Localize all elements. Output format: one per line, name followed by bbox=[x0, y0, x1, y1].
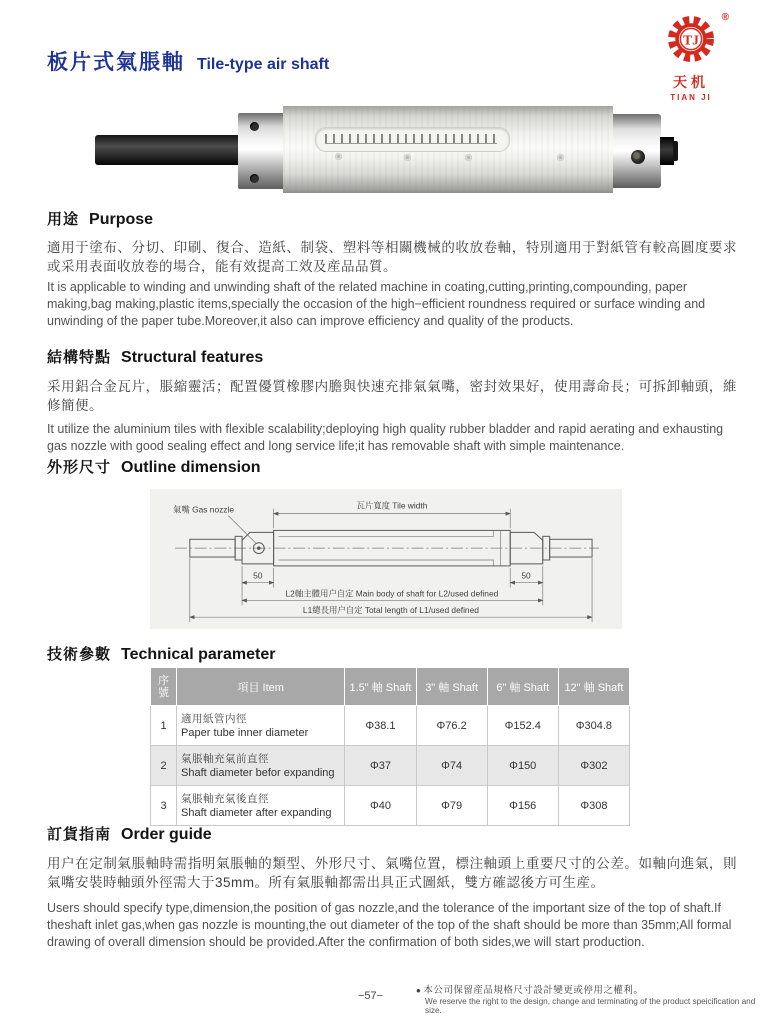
row-value: Φ152.4 bbox=[487, 706, 558, 746]
shaft-journal-left bbox=[95, 135, 243, 165]
heading-en: Purpose bbox=[89, 211, 154, 228]
heading-en: Outline dimension bbox=[121, 459, 261, 476]
table-row bbox=[151, 746, 630, 786]
body-screw-dot bbox=[557, 154, 564, 161]
gas-nozzle-stub bbox=[660, 137, 674, 165]
section-technical-heading bbox=[47, 643, 737, 664]
brand-logo bbox=[645, 12, 737, 102]
row-value: Φ304.8 bbox=[558, 706, 629, 746]
outline-drawing-svg bbox=[150, 489, 622, 629]
heading-cn: 結構特點 bbox=[47, 349, 112, 366]
logo-name-en: TIAN JI bbox=[670, 93, 712, 102]
shaft-window-ruler bbox=[325, 134, 497, 144]
row-value: Φ40 bbox=[345, 786, 416, 826]
page-number: −57− bbox=[358, 990, 384, 1002]
col-header-1.5: 1.5" 軸 Shaft bbox=[345, 668, 416, 706]
technical-parameter-table bbox=[150, 667, 630, 826]
row-value: Φ156 bbox=[487, 786, 558, 826]
col-header-12: 12" 軸 Shaft bbox=[558, 668, 629, 706]
section-features-heading bbox=[47, 346, 737, 367]
col-header-item: 項目 Item bbox=[177, 668, 345, 706]
drawing-tile-line-bottom bbox=[279, 560, 494, 566]
heading-cn: 技術參數 bbox=[47, 646, 112, 663]
row-item bbox=[177, 786, 345, 826]
shaft-collar-left bbox=[238, 113, 285, 189]
features-text-en: It utilize the aluminium tiles with flexible scalability;deploying high quality rubber bladder and rapid aerating and exhausting gas nozzle with good sealing effect and long service life;it has removable shaft with simple maintenance. bbox=[47, 422, 724, 453]
row-no: 2 bbox=[151, 746, 177, 786]
dim-50-right: 50 bbox=[521, 570, 531, 581]
row-item-cn: 氣脹軸充氣前直徑 bbox=[181, 752, 270, 765]
heading-en: Order guide bbox=[121, 826, 212, 843]
section-order bbox=[47, 823, 737, 951]
drawing-gas-nozzle-center bbox=[257, 546, 261, 550]
row-item bbox=[177, 746, 345, 786]
col-header-6: 6" 軸 Shaft bbox=[487, 668, 558, 706]
heading-en: Structural features bbox=[121, 349, 264, 366]
heading-cn: 外形尺寸 bbox=[47, 459, 112, 476]
footer-note-cn-text: 本公司保留産品規格尺寸設計變更或停用之權利。 bbox=[423, 985, 644, 996]
gas-nozzle-label: 氣嘴 Gas nozzle bbox=[173, 504, 235, 515]
dim-l2-label: L2軸主體用户自定 Main body of shaft for L2/used defined bbox=[285, 588, 499, 599]
row-item-en: Paper tube inner diameter bbox=[181, 726, 309, 739]
row-no: 3 bbox=[151, 786, 177, 826]
order-text-en: Users should specify type,dimension,the position of gas nozzle,and the tolerance of the important size of the top of shaft.If theshaft inlet gas,when gas nozzle is mounting,the out diameter of the top of the shaft should be more than 35mm;All formal drawing of overall dimension should be provided.After the confirmation of both sides,we will start production. bbox=[47, 901, 732, 949]
footer-note bbox=[416, 982, 760, 1015]
heading-cn: 訂貨指南 bbox=[47, 826, 112, 843]
page-title-en: Tile-type air shaft bbox=[197, 56, 330, 73]
tile-width-label: 瓦片寬度 Tile width bbox=[356, 500, 428, 511]
section-outline-heading bbox=[47, 456, 737, 477]
body-screw-dot bbox=[465, 154, 472, 161]
row-item bbox=[177, 706, 345, 746]
row-value: Φ302 bbox=[558, 746, 629, 786]
row-value: Φ37 bbox=[345, 746, 416, 786]
body-screw-dot bbox=[404, 154, 411, 161]
purpose-text-cn: 適用于塗布、分切、印刷、復合、造紙、制袋、塑料等相關機械的收放卷軸，特別適用于對紙管有較高圓度要求或采用表面收放卷的場合，能有效提高工效及産品品質。 bbox=[47, 240, 737, 274]
product-photo bbox=[0, 100, 765, 200]
section-features bbox=[47, 346, 737, 455]
col-header-3: 3" 軸 Shaft bbox=[416, 668, 487, 706]
features-text-cn: 采用鋁合金瓦片，脹縮靈活；配置優質橡膠内膽與快速充排氣氣嘴，密封效果好，使用壽命長；可拆卸軸頭，維修簡便。 bbox=[47, 379, 737, 413]
svg-text:TJ: TJ bbox=[683, 32, 699, 48]
page-title-cn: 板片式氣脹軸 bbox=[47, 51, 185, 74]
table-header-row bbox=[151, 668, 630, 706]
dim-50-left: 50 bbox=[253, 570, 263, 581]
row-item-en: Shaft diameter after expanding bbox=[181, 806, 332, 819]
row-value: Φ150 bbox=[487, 746, 558, 786]
row-value: Φ76.2 bbox=[416, 706, 487, 746]
row-value: Φ38.1 bbox=[345, 706, 416, 746]
order-text-cn: 用户在定制氣脹軸時需指明氣脹軸的類型、外形尺寸、氣嘴位置，標注軸頭上重要尺寸的公差。如軸向進氣，則氣嘴安裝時軸頭外徑需大于35mm。所有氣脹軸都需出具正式圖紙，雙方確認後方可生産。 bbox=[47, 856, 737, 890]
page-title bbox=[47, 46, 329, 76]
table-row bbox=[151, 706, 630, 746]
row-value: Φ308 bbox=[558, 786, 629, 826]
row-value: Φ74 bbox=[416, 746, 487, 786]
registered-mark: ® bbox=[721, 12, 729, 23]
body-screw-dot bbox=[335, 153, 342, 160]
drawing-tile-line-top bbox=[279, 530, 494, 536]
row-item-cn: 適用紙管内徑 bbox=[181, 712, 248, 725]
row-no: 1 bbox=[151, 706, 177, 746]
section-order-heading bbox=[47, 823, 737, 844]
outline-drawing bbox=[150, 489, 622, 629]
collar-screw-top bbox=[250, 122, 259, 131]
heading-en: Technical parameter bbox=[121, 646, 276, 663]
heading-cn: 用途 bbox=[47, 211, 80, 228]
table-row bbox=[151, 786, 630, 826]
col-header-no: 序號 bbox=[151, 668, 177, 706]
logo-name-cn: 天机 bbox=[673, 74, 709, 90]
footer-note-en: We reserve the right to the design, change and terminating of the product speicification and size. bbox=[425, 997, 756, 1015]
footer-note-cn bbox=[416, 982, 760, 996]
gear-logo-icon bbox=[664, 12, 718, 66]
row-value: Φ79 bbox=[416, 786, 487, 826]
row-item-cn: 氣脹軸充氣後直徑 bbox=[181, 792, 270, 805]
bullet-icon: ● bbox=[416, 986, 422, 995]
section-outline bbox=[47, 456, 737, 477]
dim-l1-label: L1總長用户自定 Total length of L1/used defined bbox=[302, 605, 479, 616]
row-item-en: Shaft diameter befor expanding bbox=[181, 766, 335, 779]
gas-nozzle-tip bbox=[673, 141, 678, 161]
section-purpose-heading bbox=[47, 208, 737, 229]
gas-nozzle-screw bbox=[631, 150, 645, 164]
purpose-text-en: It is applicable to winding and unwinding shaft of the related machine in coating,cutting,printing,compounding, paper making,bag making,plastic items,specially the occasion of the high−efficient roundness required or surface winding and unwinding of the paper tube.Moreover,it also can improve efficiency and quality of the products. bbox=[47, 280, 706, 328]
section-technical bbox=[47, 643, 737, 664]
collar-screw-bottom bbox=[250, 174, 259, 183]
section-purpose bbox=[47, 208, 737, 330]
